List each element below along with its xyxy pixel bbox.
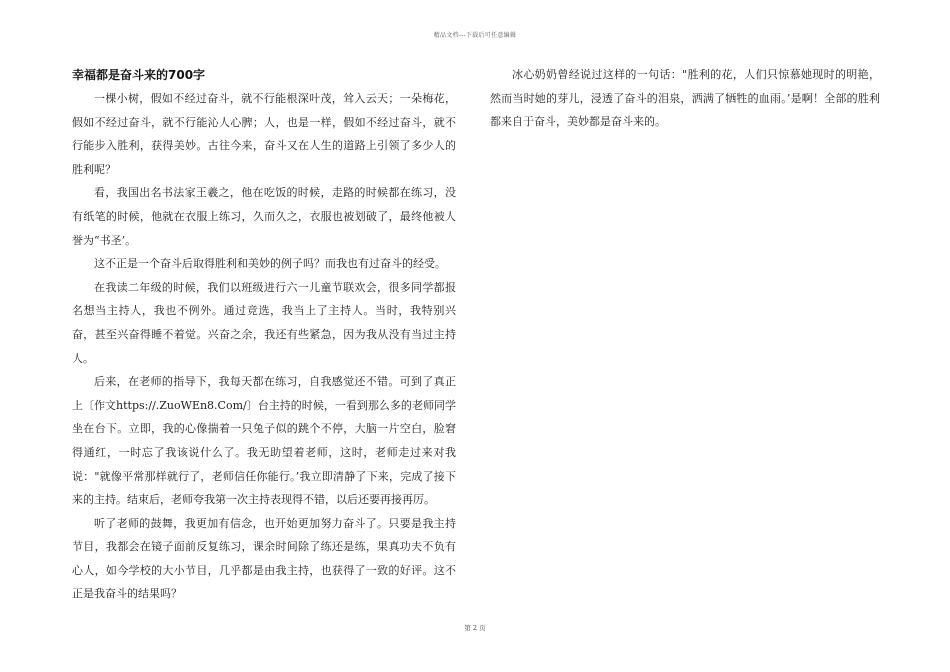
page-header: 精品文档---下载后可任意编辑 — [433, 32, 517, 39]
paragraph: 后来，在老师的指导下，我每天都在练习，自我感觉还不错。可到了真正上〔作文https://.ZuoWEn8.Com/〕台主持的时候，一看到那么多的老师同学坐在台下。立即，我的心像揣着一只兔子似的跳个不停，大脑一片空白，脸窘得通红，一时忘了我该说什么了。我无助望着老师，这时，老师走过来对我说："就像平常那样就行了，老师信任你能行。’我立即清静了下来，完成了接下来的主持。结束后，老师夸我第一次主持表现得不错，以后还要再接再厉。 — [72, 375, 456, 507]
paragraph: 一棵小树，假如不经过奋斗，就不行能根深叶茂，耸入云天；一朵梅花，假如不经过奋斗，就不行能沁人心脾；人，也是一样，假如不经过奋斗，就不行能步入胜利，获得美妙。古往今来，奋斗又在人生的道路上引领了多少人的胜利呢？ — [72, 92, 456, 176]
paragraph: 听了老师的鼓舞，我更加有信念，也开始更加努力奋斗了。只要是我主持节目，我都会在镜子面前反复练习，课余时间除了练还是练，果真功夫不负有心人，如今学校的大小节目，几乎都是由我主持，也获得了一致的好评。这不正是我奋斗的结果吗？ — [72, 516, 456, 601]
paragraph: 在我读二年级的时候，我们以班级进行六一儿童节联欢会，很多同学都报名想当主持人，我也不例外。通过竞选，我当上了主持人。当时，我特别兴奋，甚至兴奋得睡不着觉。兴奋之余，我还有些紧急，因为我从没有当过主持人。 — [72, 280, 456, 365]
paragraph: 冰心奶奶曾经说过这样的一句话："胜利的花，人们只惊慕她现时的明艳，然而当时她的芽儿，浸透了奋斗的泪泉，洒满了牺牲的血雨。’是啊！全部的胜利都来自于奋斗，美妙都是奋斗来的。 — [490, 68, 880, 129]
paragraph: 这不正是一个奋斗后取得胜利和美妙的例子吗？而我也有过奋斗的经受。 — [94, 257, 446, 271]
right-column — [490, 63, 880, 134]
article-title: 幸福都是奋斗来的700字 — [72, 68, 206, 82]
left-column — [72, 63, 456, 606]
paragraph: 看，我国出名书法家王羲之，他在吃饭的时候，走路的时候都在练习，没有纸笔的时候，他就在衣服上练习，久而久之，衣服也被划破了，最终他被人誉为“书圣’。 — [72, 186, 456, 247]
page-number: 第 2 页 — [464, 624, 486, 632]
